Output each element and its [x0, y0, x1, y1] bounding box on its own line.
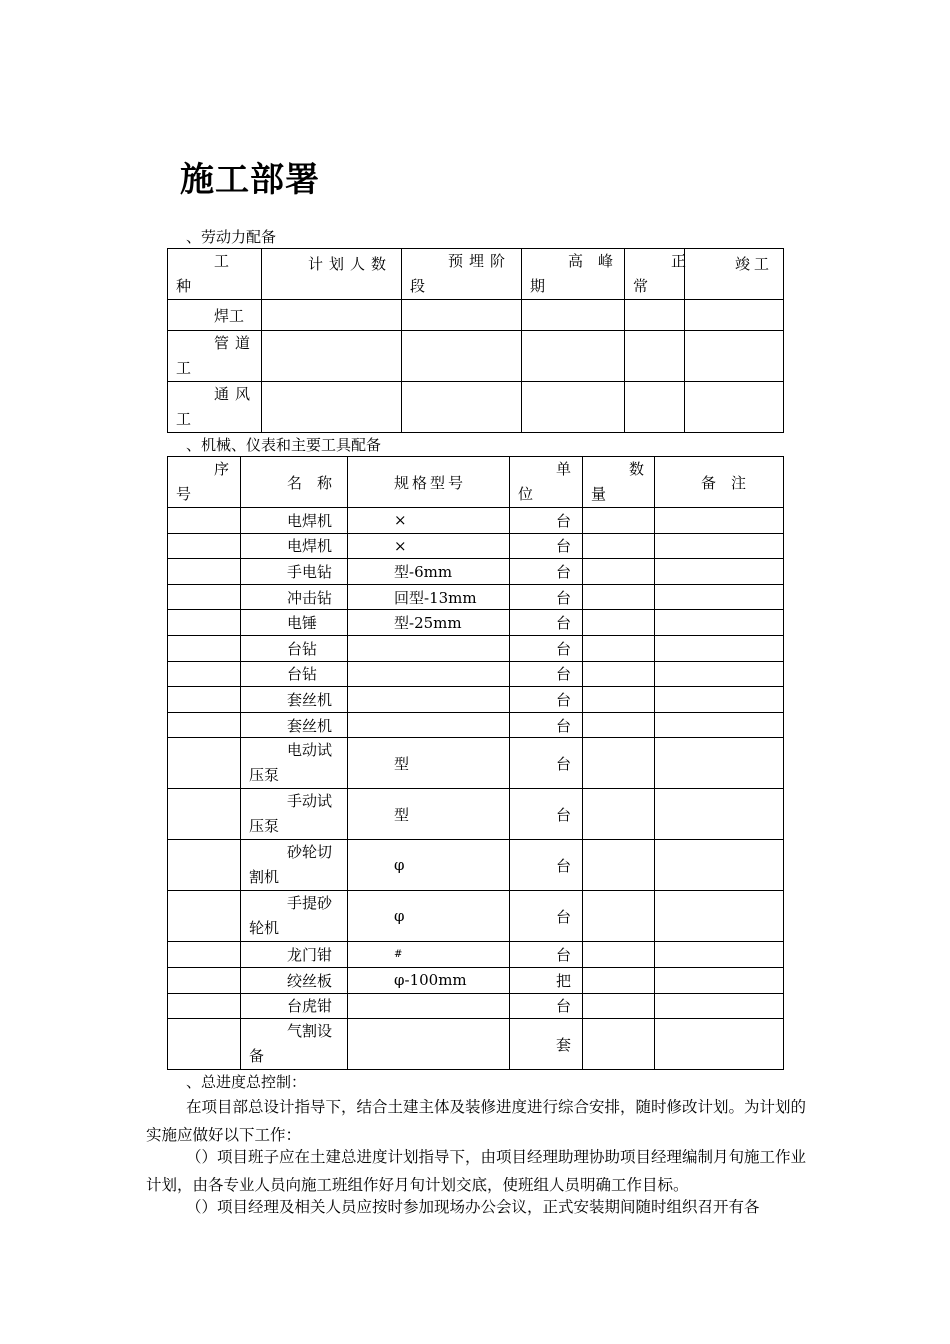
- tool-qty-cell: [583, 508, 655, 534]
- labor-header-completion: 竣工: [685, 249, 784, 300]
- tool-remark-cell: [655, 967, 784, 993]
- tool-spec-cell: [348, 993, 510, 1019]
- labor-trade-cell: 通风 工: [168, 382, 262, 433]
- tools-header-row: [168, 457, 784, 508]
- labor-row: [168, 382, 784, 433]
- labor-header-peak: 高 峰 期: [522, 249, 625, 300]
- tool-name-cell: 手提砂 轮机: [241, 891, 348, 942]
- tool-spec-cell: 型: [348, 789, 510, 840]
- tool-spec-cell: φ: [348, 891, 510, 942]
- tool-spec-cell: φ: [348, 840, 510, 891]
- tool-row: [168, 967, 784, 993]
- tool-spec-cell: 型-25mm: [348, 610, 510, 636]
- tool-spec-cell: [348, 635, 510, 661]
- progress-paragraph: （）项目班子应在土建总进度计划指导下，由项目经理助理协助项目经理编制月旬施工作业计划，由各专业人员向施工班组作好月旬计划交底，使班组人员明确工作目标。: [146, 1148, 807, 1194]
- tool-name-cell: 电动试 压泵: [241, 738, 348, 789]
- progress-heading: 、总进度总控制：: [186, 1073, 307, 1091]
- tool-remark-cell: [655, 635, 784, 661]
- tool-seq-cell: [168, 584, 241, 610]
- tool-seq-cell: [168, 687, 241, 713]
- tool-unit-cell: 台: [510, 687, 583, 713]
- tool-seq-cell: [168, 891, 241, 942]
- tool-remark-cell: [655, 508, 784, 534]
- tool-remark-cell: [655, 942, 784, 968]
- tool-remark-cell: [655, 661, 784, 687]
- tools-heading: 、机械、仪表和主要工具配备: [186, 436, 382, 454]
- tool-remark-cell: [655, 993, 784, 1019]
- tool-qty-cell: [583, 840, 655, 891]
- labor-header-trade: 工 种: [168, 249, 262, 300]
- tool-unit-cell: 台: [510, 789, 583, 840]
- tool-remark-cell: [655, 789, 784, 840]
- tool-seq-cell: [168, 533, 241, 559]
- tool-row: [168, 1019, 784, 1070]
- tool-qty-cell: [583, 967, 655, 993]
- tool-qty-cell: [583, 1019, 655, 1070]
- tool-name-cell: 台钻: [241, 635, 348, 661]
- tool-unit-cell: 台: [510, 508, 583, 534]
- tool-row: [168, 738, 784, 789]
- tool-seq-cell: [168, 661, 241, 687]
- tool-row: [168, 993, 784, 1019]
- tool-name-cell: 套丝机: [241, 687, 348, 713]
- tool-spec-cell: ×: [348, 533, 510, 559]
- tool-remark-cell: [655, 610, 784, 636]
- tool-spec-cell: ×: [348, 508, 510, 534]
- tool-spec-cell: #: [348, 942, 510, 968]
- tool-qty-cell: [583, 738, 655, 789]
- tool-unit-cell: 台: [510, 840, 583, 891]
- tool-seq-cell: [168, 559, 241, 585]
- tool-qty-cell: [583, 942, 655, 968]
- labor-header-embed: 预埋阶 段: [402, 249, 522, 300]
- tool-unit-cell: 台: [510, 661, 583, 687]
- tool-name-cell: 龙门钳: [241, 942, 348, 968]
- tool-spec-cell: 型-6mm: [348, 559, 510, 585]
- tool-unit-cell: 套: [510, 1019, 583, 1070]
- labor-trade-cell: 焊工: [168, 300, 262, 331]
- tool-name-cell: 电焊机: [241, 533, 348, 559]
- tool-remark-cell: [655, 738, 784, 789]
- tool-seq-cell: [168, 840, 241, 891]
- tool-remark-cell: [655, 1019, 784, 1070]
- tool-remark-cell: [655, 891, 784, 942]
- tool-unit-cell: 台: [510, 712, 583, 738]
- tool-row: [168, 712, 784, 738]
- tool-row: [168, 687, 784, 713]
- tool-qty-cell: [583, 712, 655, 738]
- labor-table: [167, 248, 784, 433]
- tool-seq-cell: [168, 1019, 241, 1070]
- progress-paragraph: （）项目经理及相关人员应按时参加现场办公会议，正式安装期间随时组织召开有各: [186, 1198, 760, 1216]
- tool-row: [168, 635, 784, 661]
- tool-name-cell: 台虎钳: [241, 993, 348, 1019]
- tool-name-cell: 冲击钻: [241, 584, 348, 610]
- tool-spec-cell: [348, 687, 510, 713]
- tool-spec-cell: φ-100mm: [348, 967, 510, 993]
- tool-qty-cell: [583, 993, 655, 1019]
- tool-name-cell: 气割设 备: [241, 1019, 348, 1070]
- tool-spec-cell: [348, 1019, 510, 1070]
- tools-header-seq: 序 号: [168, 457, 241, 508]
- tool-spec-cell: [348, 712, 510, 738]
- tool-seq-cell: [168, 993, 241, 1019]
- tool-row: [168, 891, 784, 942]
- tool-qty-cell: [583, 661, 655, 687]
- tool-seq-cell: [168, 712, 241, 738]
- tools-header-qty: 数 量: [583, 457, 655, 508]
- tool-spec-cell: [348, 661, 510, 687]
- tools-header-remark: 备 注: [655, 457, 784, 508]
- tool-name-cell: 电锤: [241, 610, 348, 636]
- tool-remark-cell: [655, 687, 784, 713]
- progress-paragraph: 在项目部总设计指导下，结合土建主体及装修进度进行综合安排，随时修改计划。为计划的实施应做好以下工作：: [146, 1098, 807, 1144]
- labor-row: [168, 300, 784, 331]
- tool-seq-cell: [168, 942, 241, 968]
- tool-unit-cell: 台: [510, 993, 583, 1019]
- tool-unit-cell: 台: [510, 942, 583, 968]
- tool-row: [168, 610, 784, 636]
- tool-row: [168, 840, 784, 891]
- tool-seq-cell: [168, 508, 241, 534]
- tool-qty-cell: [583, 687, 655, 713]
- tools-header-spec: 规格型号: [348, 457, 510, 508]
- tools-header-name: 名 称: [241, 457, 348, 508]
- tool-qty-cell: [583, 559, 655, 585]
- page-title: 施工部署: [180, 160, 320, 200]
- tool-remark-cell: [655, 533, 784, 559]
- tool-name-cell: 台钻: [241, 661, 348, 687]
- tool-seq-cell: [168, 967, 241, 993]
- tool-qty-cell: [583, 789, 655, 840]
- tool-spec-cell: 回型-13mm: [348, 584, 510, 610]
- tool-name-cell: 砂轮切 割机: [241, 840, 348, 891]
- labor-heading: 、劳动力配备: [186, 228, 277, 246]
- tool-row: [168, 533, 784, 559]
- tool-seq-cell: [168, 610, 241, 636]
- tool-name-cell: 套丝机: [241, 712, 348, 738]
- labor-row: [168, 331, 784, 382]
- labor-header-row: [168, 249, 784, 300]
- tool-unit-cell: 台: [510, 559, 583, 585]
- tool-name-cell: 电焊机: [241, 508, 348, 534]
- tool-remark-cell: [655, 559, 784, 585]
- tool-qty-cell: [583, 584, 655, 610]
- tool-unit-cell: 台: [510, 891, 583, 942]
- tool-seq-cell: [168, 738, 241, 789]
- tool-row: [168, 559, 784, 585]
- tool-row: [168, 942, 784, 968]
- tool-unit-cell: 台: [510, 584, 583, 610]
- tools-table: [167, 456, 784, 1070]
- labor-trade-cell: 管道 工: [168, 331, 262, 382]
- tool-remark-cell: [655, 584, 784, 610]
- tool-row: [168, 661, 784, 687]
- tool-spec-cell: 型: [348, 738, 510, 789]
- tool-row: [168, 508, 784, 534]
- tools-header-unit: 单 位: [510, 457, 583, 508]
- tool-name-cell: 绞丝板: [241, 967, 348, 993]
- tool-unit-cell: 台: [510, 635, 583, 661]
- tool-qty-cell: [583, 891, 655, 942]
- tool-unit-cell: 把: [510, 967, 583, 993]
- tool-row: [168, 584, 784, 610]
- tool-unit-cell: 台: [510, 738, 583, 789]
- tool-unit-cell: 台: [510, 610, 583, 636]
- tool-row: [168, 789, 784, 840]
- tool-remark-cell: [655, 840, 784, 891]
- tool-qty-cell: [583, 635, 655, 661]
- tool-unit-cell: 台: [510, 533, 583, 559]
- tool-name-cell: 手动试 压泵: [241, 789, 348, 840]
- tool-seq-cell: [168, 635, 241, 661]
- labor-header-planned: 计划人数: [262, 249, 402, 300]
- tool-remark-cell: [655, 712, 784, 738]
- tool-seq-cell: [168, 789, 241, 840]
- tool-qty-cell: [583, 610, 655, 636]
- labor-header-normal: 正 常: [625, 249, 685, 300]
- tool-qty-cell: [583, 533, 655, 559]
- tool-name-cell: 手电钻: [241, 559, 348, 585]
